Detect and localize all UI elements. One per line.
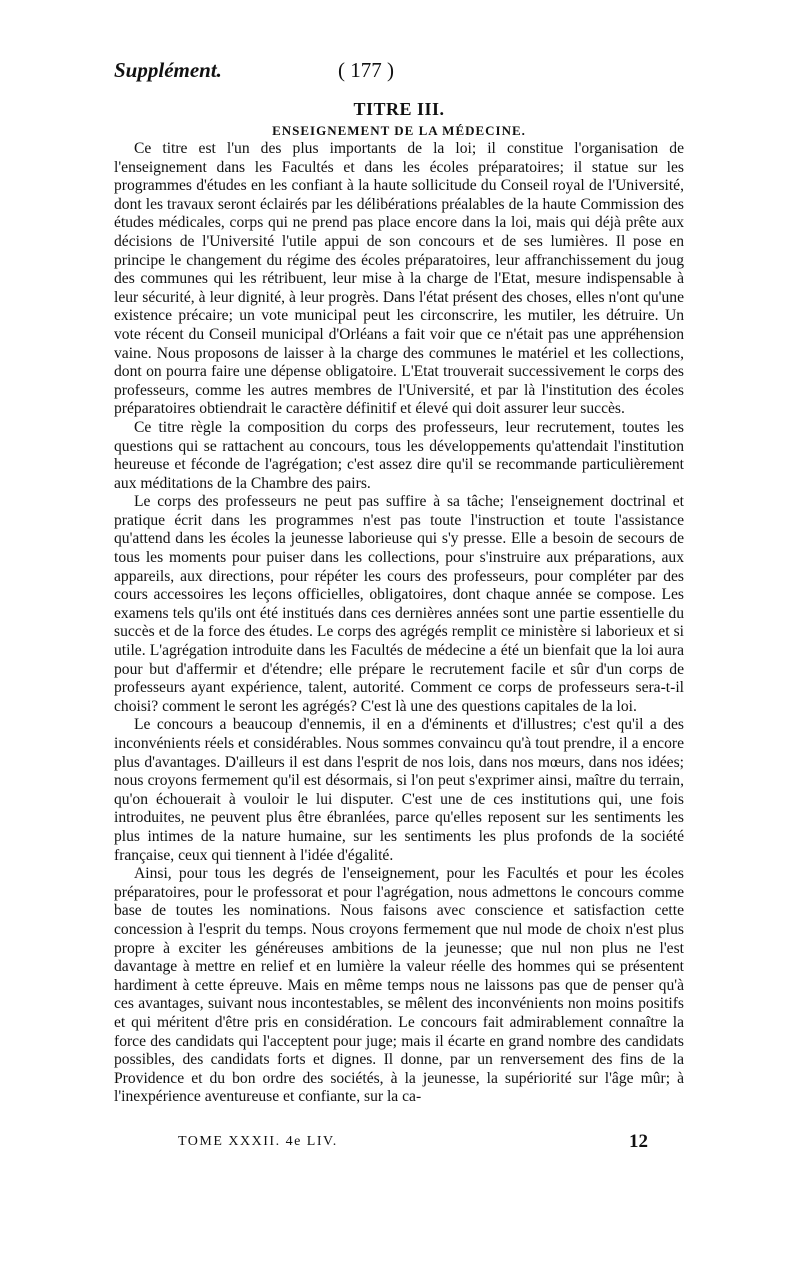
paragraph: Ainsi, pour tous les degrés de l'enseignement, pour les Facultés et pour les écoles préparatoires, pour le professorat et pour l'agrégation, nous admettons le concours comme base de toutes les nominations. Nous faisons avec conscience et satisfaction cette concession à l'esprit du temps. Nous croyons fermement que nul mode de choix n'est plus propre à exciter les généreuses ambitions de la jeunesse; que nul non plus ne l'est davantage à mettre en relief et en lumière la valeur réelle des hommes qui se présentent hardiment à cette épreuve. Mais en même temps nous ne laissons pas que de penser qu'à ces avantages, suivant nous incontestables, se mêlent des inconvénients non moins positifs et qui méritent d'être pris en considération. Le concours fait admirablement connaître la force des candidats qui l'acceptent pour juge; mais il écarte en grand nombre des candidats possibles, des candidats forts et dignes. Il donne, par un renversement des fins de la Providence et du bon ordre des sociétés, à la jeunesse, la supériorité sur l'âge mûr; à l'inexpérience aventureuse et confiante, sur la ca- xyxy=(114,865,684,1106)
signature-mark: 12 xyxy=(629,1131,648,1152)
page-footer xyxy=(114,1131,684,1158)
paragraph: Le corps des professeurs ne peut pas suffire à sa tâche; l'enseignement doctrinal et pratique écrit dans les programmes n'est pas toute l'instruction et toute l'assistance qu'attend dans les écoles la jeunesse laborieuse qui s'y presse. Elle a besoin de secours de tous les moments pour puiser dans les collections, pour s'instruire aux préparations, aux appareils, aux directions, pour répéter les cours des professeurs, pour compléter par des cours accessoires les leçons officielles, obligatoires, dont chaque année se compose. Les examens tels qu'ils ont été institués dans ces dernières années sont une partie essentielle du succès et de la force des études. Le corps des agrégés remplit ce ministère si laborieux et si utile. L'agrégation introduite dans les Facultés de médecine a été un bienfait que la loi aura pour but d'affermir et d'étendre; elle prépare le recrutement facile et sûr d'un corps de professeurs ayant expérience, talent, autorité. Comment ce corps de professeurs sera-t-il choisi? comment le seront les agrégés? C'est là une des questions capitales de la loi. xyxy=(114,493,684,715)
running-header xyxy=(114,58,684,90)
paragraph: Ce titre règle la composition du corps des professeurs, leur recrutement, toutes les questions qui se rattachent au concours, tous les développements qu'attendait l'institution heureuse et féconde de l'agrégation; c'est assez dire qu'il se recommande particulièrement aux méditations de la Chambre des pairs. xyxy=(114,418,684,492)
printer-signature: TOME XXXII. 4e LIV. xyxy=(178,1134,338,1149)
section-title: TITRE III. xyxy=(353,99,445,119)
paragraph: Ce titre est l'un des plus importants de la loi; il constitue l'organisation de l'enseignement dans les Facultés et dans les écoles préparatoires; il statue sur les programmes d'études en les confiant à la haute sollicitude du Conseil royal de l'Université, dont les travaux seront éclairés par les délibérations préalables de la haute Commission des études médicales, corps qui ne prend pas place encore dans la loi, mais qui déjà prête aux décisions de l'Université l'utile appui de son concours et de ses lumières. Il pose en principe le changement du régime des écoles préparatoires, leur affranchissement du joug des communes qui les rétribuent, leur mise à la charge de l'Etat, mesure indispensable à leur sécurité, à leur dignité, à leur progrès. Dans l'état présent des choses, elles n'ont qu'une existence précaire; un vote municipal peut les circonscrire, les mutiler, les détruire. Un vote récent du Conseil municipal d'Orléans a fait voir que ce n'était pas une appréhension vaine. Nous proposons de laisser à la charge des communes le matériel et les collections, dont on pourra faire une dépense obligatoire. L'Etat trouverait successivement le corps des professeurs, comme les autres membres de l'Université, et par là l'institution des écoles préparatoires obtiendrait le caractère définitif et élevé qui doit assurer leur succès. xyxy=(114,140,684,418)
section-subtitle: ENSEIGNEMENT DE LA MÉDECINE. xyxy=(272,123,526,138)
body-text xyxy=(114,140,684,1107)
page-number: ( 177 ) xyxy=(338,58,394,82)
running-title: Supplément. xyxy=(114,58,222,82)
paragraph: Le concours a beaucoup d'ennemis, il en a d'éminents et d'illustres; c'est qu'il a des inconvénients réels et considérables. Nous sommes convaincu qu'à tout prendre, il a encore plus d'avantages. D'ailleurs il est dans l'esprit de nos lois, dans nos mœurs, dans nos idées; nous croyons fermement qu'il est désormais, si l'on peut s'exprimer ainsi, maître du terrain, qu'on échouerait à vouloir le lui disputer. C'est une de ces institutions qui, une fois introduites, ne peuvent plus être ébranlées, parce qu'elles reposent sur les sentiments les plus intimes de la nature humaine, sur les sentiments les plus profonds de la société française, ceux qui tiennent à l'idée d'égalité. xyxy=(114,716,684,864)
section-title-block xyxy=(114,98,684,140)
